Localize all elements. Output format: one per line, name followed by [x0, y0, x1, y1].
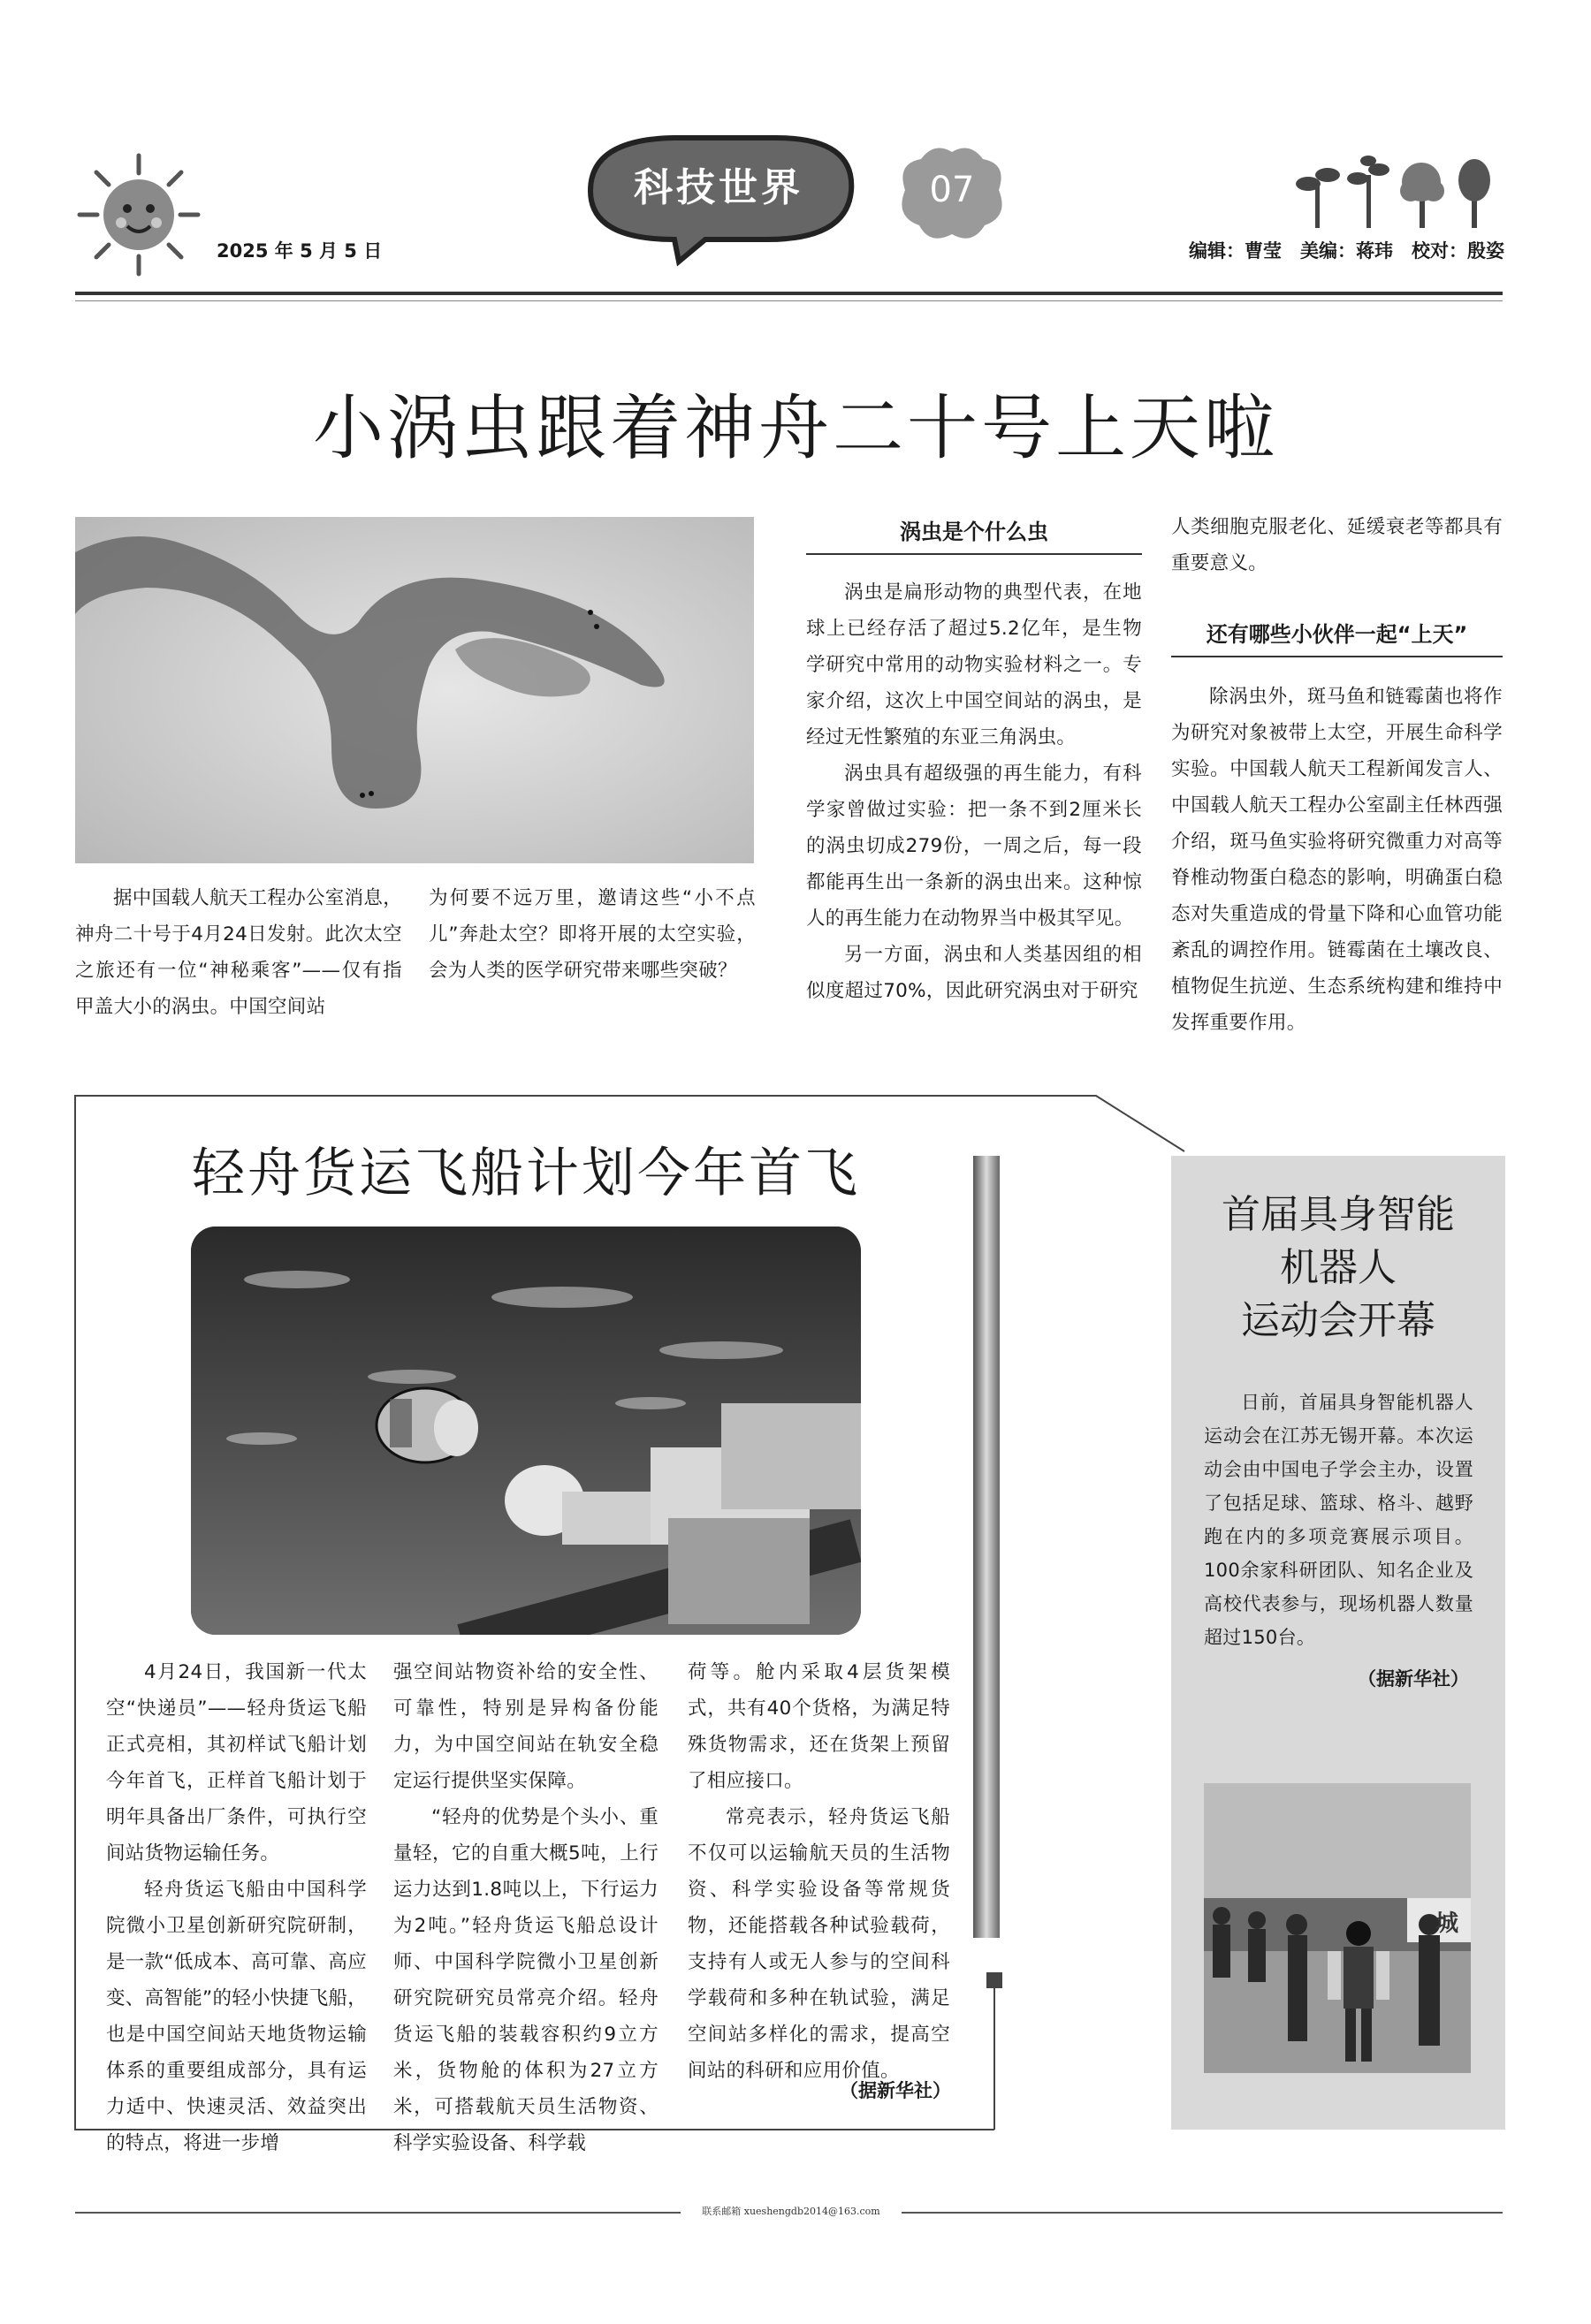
section1-para: 另一方面，涡虫和人类基因组的相似度超过70%，因此研究涡虫对于研究	[806, 944, 1142, 1002]
article2-col3	[688, 1654, 950, 2089]
article1-intro-left: 据中国载人航天工程办公室消息，神舟二十号于4月24日发射。此次太空之旅还有一位“神秘乘客”——仅有指甲盖大小的涡虫。中国空间站	[75, 887, 403, 1018]
section1-title: 涡虫是个什么虫	[900, 520, 1048, 544]
photo-banner-text: 城	[1435, 1910, 1459, 1937]
article2-para: 强空间站物资补给的安全性、可靠性，特别是异构备份能力，为中国空间站在轨安全稳定运行提供坚实保障。	[393, 1661, 658, 1792]
article2-corner-square	[986, 1972, 1002, 1988]
article3-headline-line: 运动会开幕	[1241, 1298, 1435, 1343]
article2-para: 轻舟货运飞船由中国科学院微小卫星创新研究院研制，是一款“低成本、高可靠、高应变、高智能”的轻小快捷飞船，也是中国空间站天地货物运输体系的重要组成部分，具有运力适中、快速灵活、效益突出的特点，将进一步增	[106, 1879, 367, 2154]
spacecraft-photo	[191, 1227, 861, 1635]
article2-col2	[393, 1654, 658, 2161]
section2-para: 除涡虫外，斑马鱼和链霉菌也将作为研究对象被带上太空，开展生命科学实验。中国载人航天工程新闻发言人、中国载人航天工程办公室副主任林西强介绍，斑马鱼实验将研究微重力对高等脊椎动物蛋白稳态的影响，明确蛋白稳态对失重造成的骨量下降和心血管功能紊乱的调控作用。链霉菌在土壤改良、植物促生抗逆、生态系统构建和维持中发挥重要作用。	[1171, 686, 1503, 1034]
header-date: 2025 年 5 月 5 日	[217, 240, 383, 262]
section-title: 科技世界	[634, 165, 803, 210]
section1-para: 涡虫具有超级强的再生能力，有科学家曾做过实验：把一条不到2厘米长的涡虫切成279份，一周之后，每一段都能再生出一条新的涡虫出来。这种惊人的再生能力在动物界当中极其罕见。	[806, 763, 1142, 930]
article3-headline	[1171, 1189, 1505, 1348]
page-number: 07	[929, 170, 975, 210]
header-staff: 编辑：曹莹 美编：蒋玮 校对：殷姿	[1189, 240, 1504, 262]
section2-title: 还有哪些小伙伴一起“上天”	[1206, 622, 1468, 647]
article3-headline-line: 机器人	[1280, 1245, 1397, 1290]
article1-intro-right: 为何要不远万里，邀请这些“小不点儿”奔赴太空？即将开展的太空实验，会为人类的医学研究带来哪些突破？	[429, 887, 756, 982]
footer-rule-right	[902, 2212, 1503, 2214]
article3-body: 日前，首届具身智能机器人运动会在江苏无锡开幕。本次运动会由中国电子学会主办，设置了包括足球、篮球、格斗、越野跑在内的多项竞赛展示项目。100余家科研团队、知名企业及高校代表参与，现场机器人数量超过150台。	[1204, 1392, 1473, 1648]
article2-source: （据新华社）	[840, 2080, 951, 2101]
article2-para: “轻舟的优势是个头小、重量轻，它的自重大概5吨，上行运力达到1.8吨以上，下行运力为2吨。”轻舟货运飞船总设计师、中国科学院微小卫星创新研究院研究员常亮介绍。轻舟货运飞船的装载容积约9立方米，货物舱的体积为27立方米，可搭载航天员生活物资、科学实验设备、科学载	[393, 1806, 658, 2154]
article2-para: 荷等。舱内采取4层货架模式，共有40个货格，为满足特殊货物需求，还在货架上预留了相应接口。	[688, 1661, 950, 1792]
article2-col1	[106, 1654, 367, 2161]
section1-continued: 人类细胞克服老化、延缓衰老等都具有重要意义。	[1171, 516, 1503, 574]
article2-gradient-bar	[973, 1156, 1000, 1938]
article3-headline-line: 首届具身智能	[1222, 1192, 1455, 1237]
article1-headline: 小涡虫跟着神舟二十号上天啦	[313, 387, 1278, 469]
article2-para: 4月24日，我国新一代太空“快递员”——轻舟货运飞船正式亮相，其初样试飞船计划今年首飞，正样首飞船计划于明年具备出厂条件，可执行空间站货物运输任务。	[106, 1661, 367, 1865]
article3-source: （据新华社）	[1358, 1668, 1469, 1690]
section1-para: 涡虫是扁形动物的典型代表，在地球上已经存活了超过5.2亿年，是生物学研究中常用的动物实验材料之一。专家介绍，这次上中国空间站的涡虫，是经过无性繁殖的东亚三角涡虫。	[806, 581, 1142, 748]
article2-headline: 轻舟货运飞船计划今年首飞	[192, 1143, 860, 1204]
footer-rule-left	[75, 2212, 681, 2214]
article2-para: 常亮表示，轻舟货运飞船不仅可以运输航天员的生活物资、科学实验设备等常规货物，还能搭载各种试验载荷，支持有人或无人参与的空间科学载荷和多种在轨试验，满足空间站多样化的需求，提高空间站的科研和应用价值。	[688, 1806, 950, 2082]
robot-photo	[1204, 1783, 1471, 2073]
footer-contact: 联系邮箱 xueshengdb2014@163.com	[702, 2206, 880, 2217]
